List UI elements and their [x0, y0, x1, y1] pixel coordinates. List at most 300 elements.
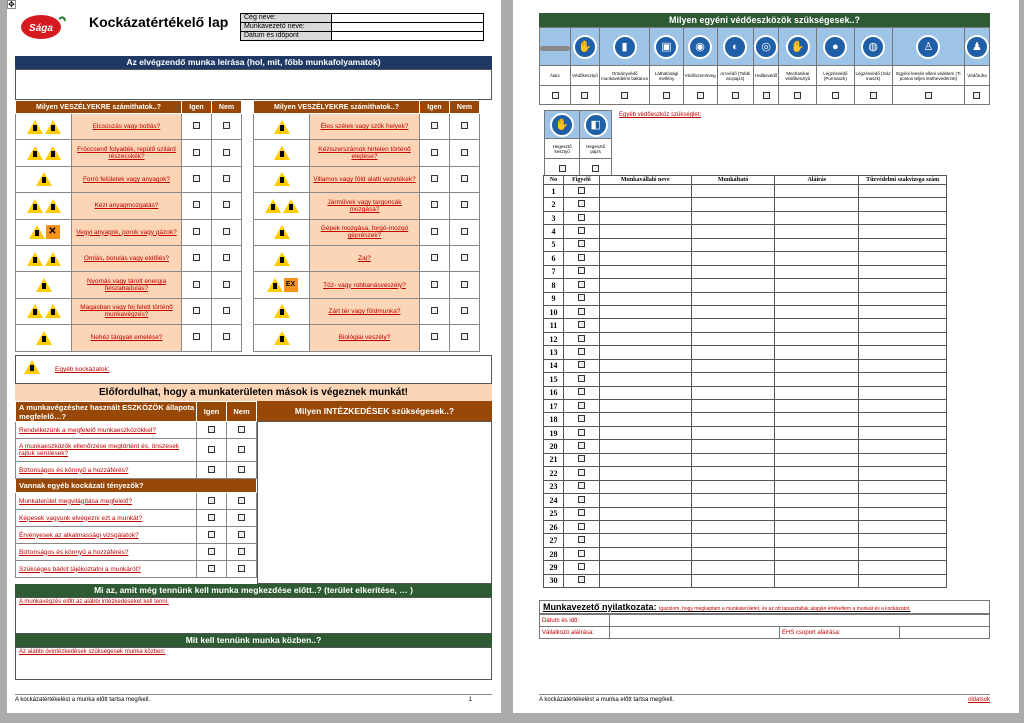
ppe-checkbox[interactable]: [697, 92, 704, 99]
hazard-table-left: [15, 100, 242, 352]
roster-cell[interactable]: [775, 225, 859, 238]
no-checkbox[interactable]: [223, 149, 230, 156]
roster-cell[interactable]: [691, 386, 775, 399]
roster-cell[interactable]: [691, 238, 775, 251]
roster-cell[interactable]: [691, 305, 775, 318]
yes-checkbox[interactable]: [431, 175, 438, 182]
mech-gloves-icon: ✋: [779, 28, 817, 66]
observer-checkbox[interactable]: [578, 388, 585, 395]
roster-cell[interactable]: [691, 279, 775, 292]
col-no: No: [544, 176, 564, 185]
roster-cell[interactable]: [599, 453, 691, 466]
observer-checkbox[interactable]: [578, 523, 585, 530]
col-observer: Figyelő: [563, 176, 599, 185]
tool-question: Rendelkezünk a megfelelő munkaeszközökkel?: [16, 422, 197, 439]
observer-checkbox[interactable]: [578, 335, 585, 342]
hazard-label: Fröccsenő folyadék, repülő szilárd részecskék?: [72, 140, 182, 166]
yes-checkbox[interactable]: [208, 531, 215, 538]
roster-cell[interactable]: [859, 534, 947, 547]
col-employer: Munkáltató: [691, 176, 775, 185]
date-field[interactable]: [332, 32, 484, 41]
hazard-label: Forró felületek vagy anyagok?: [72, 166, 182, 192]
yes-checkbox[interactable]: [193, 122, 200, 129]
roster-cell[interactable]: [775, 279, 859, 292]
factor-question: Szükséges bárkit tájékoztatni a munkáról?: [16, 561, 197, 578]
roster-cell[interactable]: [691, 467, 775, 480]
roster-cell[interactable]: [859, 386, 947, 399]
move-handle-icon[interactable]: ✥: [8, 0, 15, 9]
ppe-checkbox[interactable]: [925, 92, 932, 99]
before-work-text: A munkavégzés előtt az alábbi intézkedéseket kell tenni:: [19, 599, 169, 605]
measures-field[interactable]: [257, 421, 492, 584]
table-row: [544, 494, 947, 507]
observer-checkbox[interactable]: [578, 415, 585, 422]
no-checkbox[interactable]: [238, 497, 245, 504]
no-checkbox[interactable]: [238, 531, 245, 538]
roster-cell[interactable]: [691, 346, 775, 359]
roster-cell[interactable]: [859, 185, 947, 198]
yes-checkbox[interactable]: [208, 446, 215, 453]
roster-cell[interactable]: [599, 185, 691, 198]
ppe-label: Hegesztő pajzs: [580, 139, 612, 159]
no-checkbox[interactable]: [223, 201, 230, 208]
observer-checkbox[interactable]: [578, 200, 585, 207]
no-checkbox[interactable]: [223, 307, 230, 314]
observer-checkbox[interactable]: [578, 429, 585, 436]
roster-cell[interactable]: [599, 359, 691, 372]
observer-checkbox[interactable]: [578, 509, 585, 516]
no-checkbox[interactable]: [461, 307, 468, 314]
roster-cell[interactable]: [775, 319, 859, 332]
roster-cell[interactable]: [775, 373, 859, 386]
observer-cell: [563, 373, 599, 386]
observer-checkbox[interactable]: [578, 214, 585, 221]
yes-checkbox[interactable]: [193, 175, 200, 182]
ppe-checkbox[interactable]: [732, 92, 739, 99]
hazard-label: Tűz- vagy robbanásveszély?: [310, 272, 420, 298]
roster-cell[interactable]: [599, 520, 691, 533]
no-checkbox[interactable]: [223, 228, 230, 235]
page-number: oldalsok: [967, 697, 990, 703]
observer-checkbox[interactable]: [578, 308, 585, 315]
observer-checkbox[interactable]: [578, 402, 585, 409]
observer-checkbox[interactable]: [578, 254, 585, 261]
no-header: Nem: [212, 101, 242, 114]
roster-cell[interactable]: [775, 252, 859, 265]
roster-cell[interactable]: [599, 480, 691, 493]
roster-cell[interactable]: [775, 359, 859, 372]
roster-cell[interactable]: [859, 574, 947, 587]
roster-cell[interactable]: [599, 426, 691, 439]
observer-cell: [563, 534, 599, 547]
table-row: [544, 574, 947, 587]
roster-cell[interactable]: [775, 440, 859, 453]
ppe-checkbox[interactable]: [870, 92, 877, 99]
roster-cell[interactable]: [599, 373, 691, 386]
gas-mask-icon: ◍: [854, 28, 892, 66]
supervisor-field[interactable]: [332, 23, 484, 32]
roster-cell[interactable]: [691, 561, 775, 574]
ppe-checkbox[interactable]: [559, 165, 566, 172]
observer-checkbox[interactable]: [578, 496, 585, 503]
no-checkbox[interactable]: [461, 201, 468, 208]
roster-cell[interactable]: [599, 279, 691, 292]
roster-cell[interactable]: [691, 453, 775, 466]
roster-cell[interactable]: [599, 467, 691, 480]
roster-cell[interactable]: [859, 373, 947, 386]
row-number: 24: [544, 494, 564, 507]
table-row: [544, 480, 947, 493]
roster-cell[interactable]: [859, 265, 947, 278]
yes-checkbox[interactable]: [208, 565, 215, 572]
observer-cell: [563, 467, 599, 480]
roster-cell[interactable]: [775, 413, 859, 426]
roster-cell[interactable]: [859, 520, 947, 533]
row-number: 4: [544, 225, 564, 238]
roster-cell[interactable]: [599, 547, 691, 560]
roster-cell[interactable]: [859, 547, 947, 560]
roster-cell[interactable]: [691, 185, 775, 198]
roster-cell[interactable]: [691, 507, 775, 520]
observer-cell: [563, 185, 599, 198]
hazard-label: Kéziszerszámok hirtelen történő elejtése?: [310, 140, 420, 166]
observer-checkbox[interactable]: [578, 240, 585, 247]
no-checkbox[interactable]: [461, 228, 468, 235]
company-field[interactable]: [332, 14, 484, 23]
roster-cell[interactable]: [599, 198, 691, 211]
yes-checkbox[interactable]: [193, 149, 200, 156]
gloves-icon: ✋: [571, 28, 600, 66]
yes-checkbox[interactable]: [193, 228, 200, 235]
table-row: [544, 185, 947, 198]
row-number: 8: [544, 279, 564, 292]
roster-cell[interactable]: [599, 440, 691, 453]
yes-checkbox[interactable]: [193, 201, 200, 208]
no-checkbox[interactable]: [461, 254, 468, 261]
hazard-label: Magasban vagy fej felett történő munkavégzés?: [72, 298, 182, 324]
roster-cell[interactable]: [691, 413, 775, 426]
roster-cell[interactable]: [691, 574, 775, 587]
no-checkbox[interactable]: [461, 122, 468, 129]
ehs-sign-field[interactable]: [900, 627, 990, 639]
roster-cell[interactable]: [691, 319, 775, 332]
roster-cell[interactable]: [691, 359, 775, 372]
roster-cell[interactable]: [691, 480, 775, 493]
ppe-checkbox[interactable]: [973, 92, 980, 99]
yes-checkbox[interactable]: [431, 333, 438, 340]
hazard-label: Nyomás vagy tárolt energia felszabadulás?: [72, 272, 182, 298]
work-description-field[interactable]: [15, 69, 492, 100]
ppe-checkbox[interactable]: [794, 92, 801, 99]
roster-cell[interactable]: [859, 211, 947, 224]
col-fire-exam: Tűzvédelmi szakvizsga szám: [859, 176, 947, 185]
roster-cell[interactable]: [691, 225, 775, 238]
ppe-checkbox[interactable]: [581, 92, 588, 99]
yes-checkbox[interactable]: [431, 307, 438, 314]
roster-cell[interactable]: [775, 386, 859, 399]
row-number: 2: [544, 198, 564, 211]
roster-cell[interactable]: [775, 574, 859, 587]
no-checkbox[interactable]: [223, 122, 230, 129]
roster-cell[interactable]: [599, 494, 691, 507]
no-checkbox[interactable]: [238, 548, 245, 555]
table-row: [544, 346, 947, 359]
roster-cell[interactable]: [859, 319, 947, 332]
roster-cell[interactable]: [599, 319, 691, 332]
observer-checkbox[interactable]: [578, 267, 585, 274]
roster-cell[interactable]: [599, 346, 691, 359]
yes-checkbox[interactable]: [193, 281, 200, 288]
roster-cell[interactable]: [775, 238, 859, 251]
roster-cell[interactable]: [859, 480, 947, 493]
declaration-row: [539, 600, 990, 614]
roster-cell[interactable]: [859, 252, 947, 265]
roster-cell[interactable]: [599, 332, 691, 345]
roster-cell[interactable]: [775, 185, 859, 198]
roster-cell[interactable]: [599, 265, 691, 278]
roster-cell[interactable]: [775, 467, 859, 480]
roster-cell[interactable]: [775, 198, 859, 211]
roster-cell[interactable]: [599, 574, 691, 587]
roster-cell[interactable]: [775, 520, 859, 533]
factor-question: Képesek vagyunk elvégezni ezt a munkát?: [16, 510, 197, 527]
observer-cell: [563, 346, 599, 359]
roster-cell[interactable]: [859, 292, 947, 305]
observer-checkbox[interactable]: [578, 294, 585, 301]
contractor-sign-field[interactable]: [610, 627, 780, 639]
observer-checkbox[interactable]: [578, 550, 585, 557]
ppe-label: Légzésvédő (Pormaszk): [817, 66, 854, 86]
roster-cell[interactable]: [859, 238, 947, 251]
ppe-checkbox[interactable]: [621, 92, 628, 99]
observer-checkbox[interactable]: [578, 469, 585, 476]
roster-cell[interactable]: [859, 507, 947, 520]
hazard-table-right: [253, 100, 480, 352]
observer-checkbox[interactable]: [578, 576, 585, 583]
roster-cell[interactable]: [859, 494, 947, 507]
heavy-lift-icon: [16, 325, 72, 351]
ppe-label: Mechanikai védőkesztyű: [779, 66, 817, 86]
roster-cell[interactable]: [691, 547, 775, 560]
roster-cell[interactable]: [775, 211, 859, 224]
table-row: [544, 305, 947, 318]
roster-cell[interactable]: [775, 547, 859, 560]
roster-cell[interactable]: [775, 346, 859, 359]
roster-cell[interactable]: [691, 520, 775, 533]
roster-cell[interactable]: [775, 332, 859, 345]
roster-cell[interactable]: [859, 359, 947, 372]
roster-cell[interactable]: [599, 225, 691, 238]
roster-cell[interactable]: [859, 279, 947, 292]
roster-cell[interactable]: [775, 453, 859, 466]
ppe-checkbox[interactable]: [663, 92, 670, 99]
roster-cell[interactable]: [691, 426, 775, 439]
no-checkbox[interactable]: [461, 175, 468, 182]
roster-cell[interactable]: [599, 252, 691, 265]
roster-cell[interactable]: [859, 225, 947, 238]
row-number: 16: [544, 386, 564, 399]
page-1: [7, 0, 501, 713]
roster-cell[interactable]: [775, 400, 859, 413]
observer-checkbox[interactable]: [578, 281, 585, 288]
observer-checkbox[interactable]: [578, 361, 585, 368]
row-number: 15: [544, 373, 564, 386]
roster-cell[interactable]: [599, 413, 691, 426]
roster-cell[interactable]: [599, 305, 691, 318]
hazard-header-right: Milyen VESZÉLYEKRE számíthatok..?: [254, 101, 420, 114]
no-checkbox[interactable]: [223, 175, 230, 182]
table-row: [544, 279, 947, 292]
pressure-icon: [16, 272, 72, 298]
no-checkbox[interactable]: [461, 333, 468, 340]
roster-cell[interactable]: [599, 400, 691, 413]
yes-checkbox[interactable]: [431, 122, 438, 129]
roster-cell[interactable]: [599, 386, 691, 399]
roster-cell[interactable]: [859, 346, 947, 359]
no-checkbox[interactable]: [223, 254, 230, 261]
roster-cell[interactable]: [775, 305, 859, 318]
roster-cell[interactable]: [775, 494, 859, 507]
yes-header: Igen: [182, 101, 212, 114]
sharp-edge-icon: [254, 114, 310, 140]
yes-checkbox[interactable]: [208, 466, 215, 473]
roster-cell[interactable]: [599, 238, 691, 251]
hazard-header-left: Milyen VESZÉLYEKRE számíthatok..?: [16, 101, 182, 114]
observer-checkbox[interactable]: [578, 442, 585, 449]
yes-checkbox[interactable]: [193, 254, 200, 261]
table-row: [544, 386, 947, 399]
roster-cell[interactable]: [859, 332, 947, 345]
roster-cell[interactable]: [859, 400, 947, 413]
roster-cell[interactable]: [775, 426, 859, 439]
roster-cell[interactable]: [775, 265, 859, 278]
roster-cell[interactable]: [691, 211, 775, 224]
yes-checkbox[interactable]: [208, 548, 215, 555]
roster-cell[interactable]: [859, 426, 947, 439]
roster-cell[interactable]: [691, 534, 775, 547]
observer-cell: [563, 453, 599, 466]
roster-cell[interactable]: [859, 453, 947, 466]
roster-cell[interactable]: [691, 198, 775, 211]
yes-checkbox[interactable]: [208, 497, 215, 504]
company-label: Cég neve:: [241, 14, 332, 23]
page-2: [513, 0, 1019, 713]
before-work-header: Mi az, amit még tennünk kell munka megkezdése előtt..? (terület elkerítése, … ): [15, 584, 492, 597]
roster-cell[interactable]: [691, 400, 775, 413]
roster-cell[interactable]: [691, 373, 775, 386]
hazard-label: Gépek mozgása, forgó-mozgó géprészek?: [310, 219, 420, 245]
no-checkbox[interactable]: [223, 333, 230, 340]
no-checkbox[interactable]: [223, 281, 230, 288]
ppe-checkbox[interactable]: [552, 92, 559, 99]
factor-question: Biztonságos és könnyű a hozzáférés?: [16, 544, 197, 561]
roster-cell[interactable]: [859, 561, 947, 574]
yes-checkbox[interactable]: [431, 281, 438, 288]
hazard-label: Vegyi anyagok, porok vagy gázok?: [72, 219, 182, 245]
observer-checkbox[interactable]: [578, 375, 585, 382]
ppe-checkbox[interactable]: [832, 92, 839, 99]
hazard-label: Biológiai veszély?: [310, 325, 420, 351]
welding-shield-icon: ◧: [580, 111, 612, 139]
yes-checkbox[interactable]: [208, 426, 215, 433]
roster-cell[interactable]: [691, 265, 775, 278]
roster-cell[interactable]: [775, 534, 859, 547]
ppe-label: Arcvédő (Tobbi arcpajzs): [717, 66, 753, 86]
table-row: [544, 332, 947, 345]
observer-checkbox[interactable]: [578, 187, 585, 194]
vest-icon: ▣: [650, 28, 683, 66]
observer-checkbox[interactable]: [578, 563, 585, 570]
ppe-label: Álarc: [540, 66, 571, 86]
yes-checkbox[interactable]: [208, 514, 215, 521]
roster-cell[interactable]: [775, 292, 859, 305]
roster-cell[interactable]: [691, 332, 775, 345]
roster-cell[interactable]: [775, 480, 859, 493]
yes-checkbox[interactable]: [431, 201, 438, 208]
no-checkbox[interactable]: [238, 446, 245, 453]
observer-checkbox[interactable]: [578, 455, 585, 462]
no-checkbox[interactable]: [238, 514, 245, 521]
roster-cell[interactable]: [599, 507, 691, 520]
ppe-checkbox[interactable]: [592, 165, 599, 172]
roster-cell[interactable]: [691, 440, 775, 453]
observer-cell: [563, 386, 599, 399]
roster-cell[interactable]: [599, 561, 691, 574]
roster-cell[interactable]: [859, 305, 947, 318]
roster-cell[interactable]: [775, 507, 859, 520]
tools-header: A munkavégzéshez használt ESZKÖZÖK állapota megfelelő…?: [16, 402, 197, 422]
row-number: 21: [544, 453, 564, 466]
roster-cell[interactable]: [691, 494, 775, 507]
no-checkbox[interactable]: [238, 565, 245, 572]
no-checkbox[interactable]: [238, 466, 245, 473]
table-row: [544, 400, 947, 413]
roster-cell[interactable]: [599, 211, 691, 224]
no-checkbox[interactable]: [238, 426, 245, 433]
roster-cell[interactable]: [691, 252, 775, 265]
roster-cell[interactable]: [859, 198, 947, 211]
observer-checkbox[interactable]: [578, 482, 585, 489]
roster-cell[interactable]: [859, 440, 947, 453]
ppe-checkbox[interactable]: [763, 92, 770, 99]
observer-checkbox[interactable]: [578, 227, 585, 234]
row-number: 7: [544, 265, 564, 278]
yes-checkbox[interactable]: [431, 254, 438, 261]
roster-cell[interactable]: [599, 534, 691, 547]
supervisor-label: Munkavezető neve:: [241, 23, 332, 32]
yes-checkbox[interactable]: [193, 307, 200, 314]
observer-checkbox[interactable]: [578, 348, 585, 355]
roster-cell[interactable]: [775, 561, 859, 574]
declaration-text: Igazolom, hogy megkaptam a munkaterületet, és az ott tapasztaltak alapján értékeltem a munkát és a kockázatot.: [659, 606, 911, 612]
roster-cell[interactable]: [599, 292, 691, 305]
observer-checkbox[interactable]: [578, 321, 585, 328]
roster-cell[interactable]: [859, 413, 947, 426]
table-row: [544, 426, 947, 439]
date-time-field[interactable]: [610, 615, 990, 627]
no-checkbox[interactable]: [461, 149, 468, 156]
yes-checkbox[interactable]: [431, 228, 438, 235]
yes-checkbox[interactable]: [431, 149, 438, 156]
roster-cell[interactable]: [691, 292, 775, 305]
goggles-icon: ◉: [683, 28, 717, 66]
observer-checkbox[interactable]: [578, 536, 585, 543]
no-checkbox[interactable]: [461, 281, 468, 288]
hazard-label: Járművek vagy targoncák mozgása?: [310, 193, 420, 219]
table-row: [544, 198, 947, 211]
roster-cell[interactable]: [859, 467, 947, 480]
yes-checkbox[interactable]: [193, 333, 200, 340]
